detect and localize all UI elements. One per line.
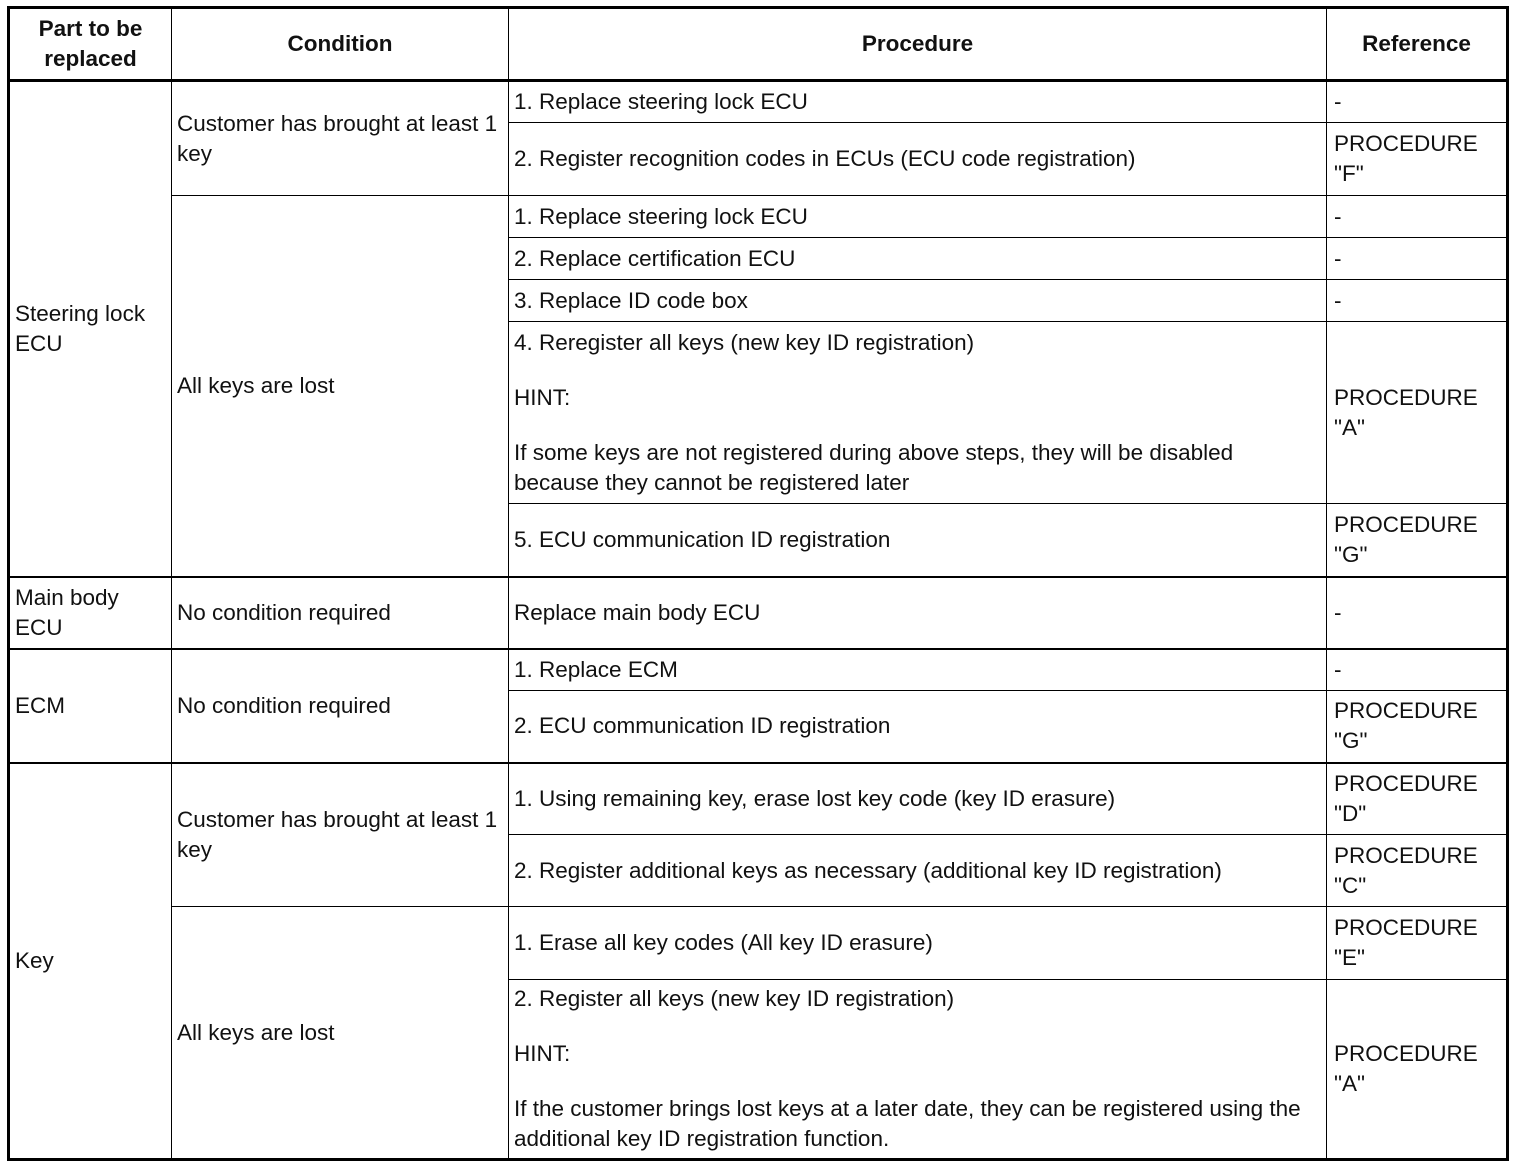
procedure-text: 4. Reregister all keys (new key ID registration) (514, 329, 975, 355)
procedure-cell: 2. Replace certification ECU (509, 238, 1327, 280)
table-row (9, 649, 1508, 691)
condition-cell: All keys are lost (172, 907, 509, 1160)
header-condition: Condition (172, 8, 509, 81)
reference-cell: PROCEDURE "A" (1327, 322, 1508, 504)
table-row (9, 763, 1508, 835)
condition-cell: Customer has brought at least 1 key (172, 763, 509, 907)
header-part-line2: replaced (44, 46, 137, 71)
procedure-cell (509, 322, 1327, 504)
procedure-cell: 1. Replace ECM (509, 649, 1327, 691)
procedure-cell: 1. Replace steering lock ECU (509, 196, 1327, 238)
reference-cell: PROCEDURE "G" (1327, 504, 1508, 577)
reference-cell: PROCEDURE "C" (1327, 835, 1508, 907)
reference-cell: - (1327, 577, 1508, 649)
table-row (9, 196, 1508, 238)
hint-label: HINT: (514, 1041, 571, 1066)
reference-cell: PROCEDURE "A" (1327, 980, 1508, 1160)
condition-cell: No condition required (172, 649, 509, 763)
reference-cell: PROCEDURE "G" (1327, 691, 1508, 763)
hint-text: If some keys are not registered during above steps, they will be disabled because they cannot be registered later (514, 439, 1234, 495)
procedure-cell (509, 980, 1327, 1160)
condition-cell: Customer has brought at least 1 key (172, 81, 509, 196)
header-row (9, 8, 1508, 81)
table-row (9, 577, 1508, 649)
procedure-cell: 1. Replace steering lock ECU (509, 81, 1327, 123)
table-row (9, 907, 1508, 980)
header-procedure: Procedure (509, 8, 1327, 81)
procedure-cell: Replace main body ECU (509, 577, 1327, 649)
reference-cell: PROCEDURE "F" (1327, 123, 1508, 196)
procedure-text: 2. Register all keys (new key ID registration) (514, 986, 955, 1011)
part-cell: Key (9, 763, 172, 1160)
header-part (9, 8, 172, 81)
reference-cell: - (1327, 280, 1508, 322)
procedure-cell: 1. Erase all key codes (All key ID erasure) (509, 907, 1327, 980)
procedure-cell: 1. Using remaining key, erase lost key code (key ID erasure) (509, 763, 1327, 835)
part-cell: Steering lock ECU (9, 81, 172, 577)
header-part-line1: Part to be (38, 16, 143, 41)
table-row (9, 81, 1508, 123)
condition-cell: All keys are lost (172, 196, 509, 577)
reference-cell: - (1327, 238, 1508, 280)
procedure-cell: 2. Register recognition codes in ECUs (ECU code registration) (509, 123, 1327, 196)
header-reference: Reference (1327, 8, 1508, 81)
reference-cell: - (1327, 81, 1508, 123)
part-cell: Main body ECU (9, 577, 172, 649)
reference-cell: - (1327, 196, 1508, 238)
hint-text: If the customer brings lost keys at a later date, they can be registered using the additional key ID registration function. (514, 1096, 1301, 1151)
procedure-cell: 5. ECU communication ID registration (509, 504, 1327, 577)
procedure-cell: 2. ECU communication ID registration (509, 691, 1327, 763)
reference-cell: PROCEDURE "D" (1327, 763, 1508, 835)
hint-label: HINT: (514, 384, 571, 410)
procedure-cell: 2. Register additional keys as necessary (additional key ID registration) (509, 835, 1327, 907)
procedure-cell: 3. Replace ID code box (509, 280, 1327, 322)
reference-cell: PROCEDURE "E" (1327, 907, 1508, 980)
part-cell: ECM (9, 649, 172, 763)
condition-cell: No condition required (172, 577, 509, 649)
reference-cell: - (1327, 649, 1508, 691)
replacement-procedure-table (7, 6, 1509, 1161)
